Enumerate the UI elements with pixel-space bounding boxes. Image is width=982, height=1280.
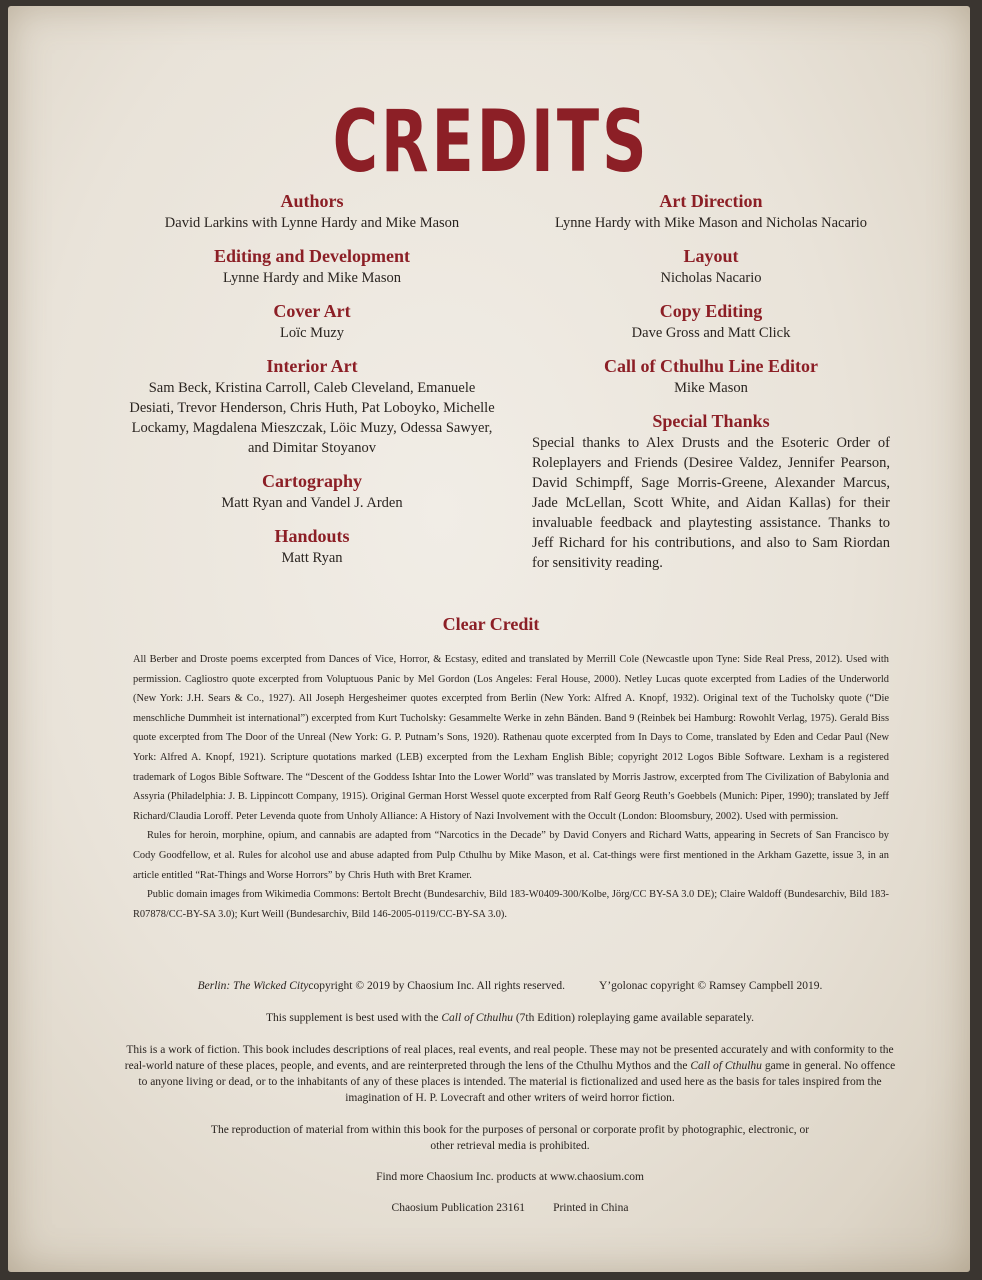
fiction-text: This is a work of fiction. This book includes descriptions of real places, real events, and real people. These may not be presented accurately and with conformity to the real-world nature of these places, people, and events, and are reinterpreted through the lens of the Cthulhu Mythos and the <box>124 1044 894 1072</box>
credit-names: David Larkins with Lynne Hardy and Mike Mason <box>164 215 460 231</box>
credit-names: Dave Gross and Matt Click <box>631 325 791 341</box>
credit-art-direction <box>532 190 890 233</box>
credit-names: Nicholas Nacario <box>660 270 762 286</box>
copyright-text: copyright © 2019 by Chaosium Inc. All rights reserved. <box>308 980 566 992</box>
page-title: CREDITS <box>332 92 650 192</box>
credit-heading: Editing and Development <box>213 246 411 266</box>
fiction-disclaimer <box>120 1042 900 1106</box>
used-with-note <box>120 1010 900 1026</box>
credit-handouts <box>128 525 496 568</box>
credit-heading: Interior Art <box>266 356 358 376</box>
credit-heading: Cover Art <box>273 301 351 321</box>
find-more-text: Find more Chaosium Inc. products at www.chaosium.com <box>376 1171 644 1183</box>
credit-names: Matt Ryan and Vandel J. Arden <box>221 495 403 511</box>
used-with-text: This supplement is best used with the <box>266 1012 442 1024</box>
credit-special-thanks <box>532 410 890 573</box>
credit-cartography <box>128 470 496 513</box>
credit-names: Lynne Hardy with Mike Mason and Nicholas Nacario <box>554 215 868 231</box>
credits-left-column <box>128 190 496 580</box>
credit-editing <box>128 245 496 288</box>
clear-credit-paragraph: Public domain images from Wikimedia Commons: Bertolt Brecht (Bundesarchiv, Bild 183-W0409-300/Kolbe, Jörg/CC BY-SA 3.0 DE); Claire Waldoff (Bundesarchiv, Bild 183-R07878/CC-BY-SA 3.0); Kurt Weill (Bundesarchiv, Bild 146-2005-0119/CC-BY-SA 3.0). <box>133 889 889 920</box>
credit-heading: Handouts <box>274 526 350 546</box>
credit-names: Matt Ryan <box>281 550 343 566</box>
credit-heading: Cartography <box>262 471 362 491</box>
credit-heading: Art Direction <box>659 191 763 211</box>
credit-names: Lynne Hardy and Mike Mason <box>223 270 401 286</box>
credit-copy-editing <box>532 300 890 343</box>
credit-heading: Copy Editing <box>659 301 763 321</box>
credit-heading: Layout <box>683 246 739 266</box>
credit-names: Loïc Muzy <box>279 325 345 341</box>
credit-cover-art <box>128 300 496 343</box>
clear-credit-text <box>133 650 889 924</box>
clear-credit-paragraph: All Berber and Droste poems excerpted from Dances of Vice, Horror, & Ecstasy, edited and translated by Merrill Cole (Newcastle upon Tyne: Side Real Press, 2012). Used with permission. Cagliostro quote excerpted from Voluptuous Panic by Mel Gordon (Los Angeles: Feral House, 2000). Netley Lucas quote excerpted from Ladies of the Underworld (New York: J.H. Sears & Co., 1927). All Joseph Hergesheimer quotes excerpted from Berlin (New York: Alfred A. Knopf, 1932). Original text of the Tucholsky quote (“Die menschliche Dummheit ist international”) excerpted from Kurt Tucholsky: Gesammelte Werke in zehn Bänden. Band 9 (Reinbek bei Hamburg: Rowohlt Verlag, 1975). Gerald Biss quote excerpted from The Door of the Unreal (New York: G. P. Putnam’s Sons, 1920). Rathenau quote excerpted from In Days to Come, translated by Eden and Cedar Paul (New York: Alfred A. Knopf, 1921). Scripture quotations marked (LEB) excerpted from the Lexham English Bible; copyright 2012 Logos Bible Software. Lexham is a registered trademark of Logos Bible Software. The “Descent of the Goddess Ishtar Into the Lower World” was translated by Morris Jastrow, excerpted from The Civilization of Babylonia and Assyria (Philadelphia: J. B. Lippincott Company, 1915). Original German Horst Wessel quote excerpted from Ralf Georg Reuth’s Goebbels (Munich: Piper, 1990); translated by Jeff Richard/Claudia Loroff. Peter Levenda quote from Unholy Alliance: A History of Nazi Involvement with the Occult (London: Bloomsbury, 2002). Used with permission. <box>133 654 889 822</box>
printed-in: Printed in China <box>553 1202 629 1214</box>
book-title: Berlin: The Wicked City <box>197 980 309 992</box>
copyright-line <box>120 978 900 994</box>
game-title: Call of Cthulhu <box>690 1060 762 1072</box>
ygolonac-copyright: Y’golonac copyright © Ramsey Campbell 2019. <box>599 980 823 992</box>
credit-authors <box>128 190 496 233</box>
game-title: Call of Cthulhu <box>441 1012 513 1024</box>
publication-info <box>120 1200 900 1216</box>
fiction-text-end: game in general. No offence to anyone living or dead, or to the inhabitants of any of these places is intended. The material is fictionalized and used here as the basis for tales inspired from the imagination of H. P. Lovecraft and other writers of weird horror fiction. <box>138 1060 896 1104</box>
credit-names: Sam Beck, Kristina Carroll, Caleb Cleveland, Emanuele Desiati, Trevor Henderson, Chris Huth, Pat Loboyko, Michelle Lockamy, Magdalena Mieszczak, Löic Muzy, Odessa Sawyer, and Dimitar Stoyanov <box>129 380 495 456</box>
credit-heading: Special Thanks <box>652 411 770 431</box>
publication-number: Chaosium Publication 23161 <box>391 1202 526 1214</box>
credit-layout <box>532 245 890 288</box>
credit-interior-art <box>128 355 496 458</box>
credit-heading: Authors <box>280 191 344 211</box>
credits-right-column <box>532 190 890 585</box>
used-with-text-end: (7th Edition) roleplaying game available separately. <box>512 1012 754 1024</box>
special-thanks-text: Special thanks to Alex Drusts and the Esoteric Order of Roleplayers and Friends (Desiree Valdez, Jennifer Pearson, David Schimpff, Sage Morris-Greene, Alexander Marcus, Jade McLellan, Scott White, and Aidan Kallas) for their invaluable feedback and playtesting assistance. Thanks to Jeff Richard for his contributions, and also to Sam Riordan for sensitivity reading. <box>532 435 890 571</box>
credit-names: Mike Mason <box>674 380 748 396</box>
credit-heading: Call of Cthulhu Line Editor <box>603 356 819 376</box>
clear-credit-paragraph: Rules for heroin, morphine, opium, and cannabis are adapted from “Narcotics in the Decade” by David Conyers and Richard Watts, appearing in Secrets of San Francisco by Cody Goodfellow, et al. Rules for alcohol use and abuse adapted from Pulp Cthulhu by Mike Mason, et al. Cat-things were first mentioned in the Arkham Gazette, issue 3, in an article entitled “Rat-Things and Worse Horrors” by Chris Huth with Bret Kramer. <box>133 830 889 881</box>
reproduction-notice: The reproduction of material from within this book for the purposes of personal or corporate profit by photographic, electronic, or other retrieval media is prohibited. <box>210 1124 810 1152</box>
clear-credit-heading: Clear Credit <box>442 614 540 634</box>
credit-line-editor <box>532 355 890 398</box>
